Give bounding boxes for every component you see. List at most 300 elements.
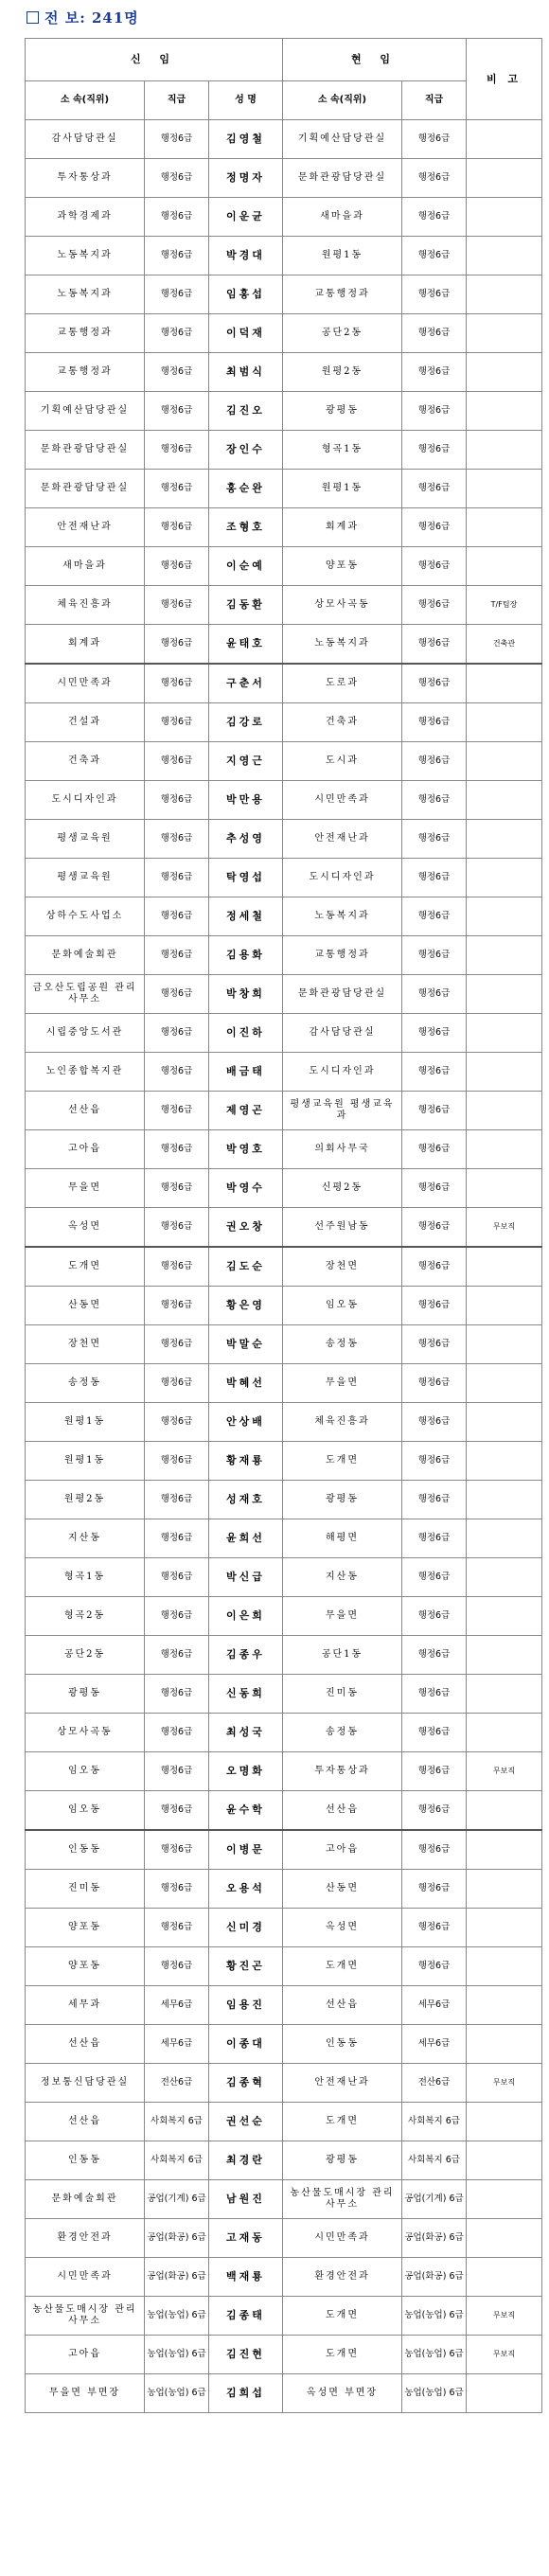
current-grade-cell: 행정6급: [402, 1830, 467, 1870]
new-grade-cell: 행정6급: [145, 1752, 209, 1791]
name-cell: 박말순: [209, 1325, 283, 1364]
name-cell: 탁영섭: [209, 859, 283, 897]
transfer-table: [25, 38, 542, 2413]
table-row: [26, 975, 542, 1014]
name-cell: 성재호: [209, 1481, 283, 1519]
current-grade-cell: 행정6급: [402, 1909, 467, 1947]
current-org-cell: 안전재난과: [283, 820, 402, 859]
current-grade-cell: 행정6급: [402, 314, 467, 353]
current-grade-cell: 행정6급: [402, 586, 467, 625]
current-org-cell: 광평동: [283, 392, 402, 431]
header-grade-new: 직급: [145, 81, 209, 120]
note-cell: [467, 975, 542, 1014]
header-current: 현 임: [283, 39, 467, 81]
name-cell: 박만용: [209, 781, 283, 820]
new-org-cell: 광평동: [26, 1675, 145, 1714]
name-cell: 정명자: [209, 159, 283, 198]
current-org-cell: 도개면: [283, 1947, 402, 1986]
name-cell: 김종혁: [209, 2064, 283, 2103]
table-row: [26, 392, 542, 431]
current-org-cell: 투자통상과: [283, 1752, 402, 1791]
new-grade-cell: 행정6급: [145, 1169, 209, 1208]
name-cell: 황재룡: [209, 1442, 283, 1481]
new-org-cell: 평생교육원: [26, 820, 145, 859]
note-cell: [467, 431, 542, 470]
current-org-cell: 선주원남동: [283, 1208, 402, 1248]
table-row: [26, 547, 542, 586]
current-grade-cell: 행정6급: [402, 1558, 467, 1597]
note-cell: [467, 159, 542, 198]
new-grade-cell: 행정6급: [145, 1403, 209, 1442]
new-org-cell: 원평1동: [26, 1442, 145, 1481]
current-grade-cell: 행정6급: [402, 198, 467, 237]
new-org-cell: 시립중앙도서관: [26, 1014, 145, 1053]
table-row: [26, 1636, 542, 1675]
name-cell: 신미경: [209, 1909, 283, 1947]
new-grade-cell: 세무6급: [145, 1986, 209, 2025]
current-grade-cell: 행정6급: [402, 936, 467, 975]
table-row: [26, 1325, 542, 1364]
name-cell: 안상배: [209, 1403, 283, 1442]
current-grade-cell: 세무6급: [402, 2025, 467, 2064]
note-cell: [467, 1909, 542, 1947]
new-org-cell: 평생교육원: [26, 859, 145, 897]
note-cell: T/F팀장: [467, 586, 542, 625]
current-org-cell: 기획예산담당관실: [283, 120, 402, 159]
current-grade-cell: 행정6급: [402, 353, 467, 392]
new-org-cell: 공단2동: [26, 1636, 145, 1675]
new-grade-cell: 행정6급: [145, 1247, 209, 1287]
new-grade-cell: 행정6급: [145, 392, 209, 431]
new-org-cell: 양포동: [26, 1947, 145, 1986]
new-grade-cell: 행정6급: [145, 547, 209, 586]
current-org-cell: 상모사곡동: [283, 586, 402, 625]
table-row: [26, 664, 542, 703]
current-org-cell: 도시디자인과: [283, 859, 402, 897]
new-grade-cell: 행정6급: [145, 664, 209, 703]
current-grade-cell: 행정6급: [402, 742, 467, 781]
table-row: [26, 897, 542, 936]
new-grade-cell: 공업(화공) 6급: [145, 2219, 209, 2258]
new-org-cell: 노동복지과: [26, 275, 145, 314]
table-row: [26, 1558, 542, 1597]
note-cell: [467, 1519, 542, 1558]
new-org-cell: 금오산도립공원 관리사무소: [26, 975, 145, 1014]
new-grade-cell: 행정6급: [145, 198, 209, 237]
header-note: 비 고: [467, 39, 542, 120]
new-grade-cell: 행정6급: [145, 897, 209, 936]
current-org-cell: 농산물도매시장 관리사무소: [283, 2180, 402, 2219]
current-grade-cell: 행정6급: [402, 1014, 467, 1053]
new-org-cell: 임오동: [26, 1791, 145, 1831]
name-cell: 오명화: [209, 1752, 283, 1791]
new-grade-cell: 행정6급: [145, 936, 209, 975]
name-cell: 홍순완: [209, 470, 283, 508]
name-cell: 백재룡: [209, 2258, 283, 2297]
current-org-cell: 도시디자인과: [283, 1053, 402, 1092]
note-cell: [467, 1247, 542, 1287]
name-cell: 이덕재: [209, 314, 283, 353]
note-cell: 무보직: [467, 2336, 542, 2374]
current-grade-cell: 농업(농업) 6급: [402, 2336, 467, 2374]
note-cell: [467, 2180, 542, 2219]
current-org-cell: 교통행정과: [283, 936, 402, 975]
note-cell: [467, 508, 542, 547]
table-row: [26, 1208, 542, 1248]
table-row: [26, 1675, 542, 1714]
note-cell: 건축관: [467, 625, 542, 665]
current-org-cell: 노동복지과: [283, 897, 402, 936]
table-row: [26, 1442, 542, 1481]
header-org-new: 소 속(직위): [26, 81, 145, 120]
current-grade-cell: 공업(화공) 6급: [402, 2258, 467, 2297]
current-grade-cell: 행정6급: [402, 159, 467, 198]
table-row: [26, 1519, 542, 1558]
current-grade-cell: 행정6급: [402, 1364, 467, 1403]
new-org-cell: 시민만족과: [26, 664, 145, 703]
current-org-cell: 안전재난과: [283, 2064, 402, 2103]
name-cell: 추성영: [209, 820, 283, 859]
current-org-cell: 시민만족과: [283, 2219, 402, 2258]
new-org-cell: 도시디자인과: [26, 781, 145, 820]
new-org-cell: 문화관광담당관실: [26, 470, 145, 508]
new-org-cell: 형곡2동: [26, 1597, 145, 1636]
name-cell: 이진하: [209, 1014, 283, 1053]
new-org-cell: 농산물도매시장 관리사무소: [26, 2297, 145, 2336]
note-cell: [467, 470, 542, 508]
note-cell: [467, 1791, 542, 1831]
checkbox-square-icon: [27, 11, 39, 24]
new-org-cell: 형곡1동: [26, 1558, 145, 1597]
current-org-cell: 양포동: [283, 547, 402, 586]
current-org-cell: 신평2동: [283, 1169, 402, 1208]
new-org-cell: 상모사곡동: [26, 1714, 145, 1752]
new-org-cell: 감사담당관실: [26, 120, 145, 159]
header-name: 성 명: [209, 81, 283, 120]
current-org-cell: 인동동: [283, 2025, 402, 2064]
new-org-cell: 선산읍: [26, 2025, 145, 2064]
current-grade-cell: 행정6급: [402, 703, 467, 742]
current-grade-cell: 행정6급: [402, 392, 467, 431]
new-org-cell: 시민만족과: [26, 2258, 145, 2297]
new-org-cell: 교통행정과: [26, 353, 145, 392]
new-grade-cell: 행정6급: [145, 1481, 209, 1519]
current-grade-cell: 행정6급: [402, 1752, 467, 1791]
table-row: [26, 1287, 542, 1325]
table-row: [26, 431, 542, 470]
name-cell: 오용석: [209, 1870, 283, 1909]
note-cell: [467, 198, 542, 237]
current-grade-cell: 행정6급: [402, 120, 467, 159]
current-org-cell: 교통행정과: [283, 275, 402, 314]
current-org-cell: 광평동: [283, 1481, 402, 1519]
current-grade-cell: 행정6급: [402, 1870, 467, 1909]
new-org-cell: 장천면: [26, 1325, 145, 1364]
new-grade-cell: 행정6급: [145, 859, 209, 897]
current-org-cell: 형곡1동: [283, 431, 402, 470]
note-cell: [467, 1053, 542, 1092]
table-row: [26, 1481, 542, 1519]
current-grade-cell: 행정6급: [402, 1325, 467, 1364]
current-org-cell: 노동복지과: [283, 625, 402, 665]
note-cell: [467, 1325, 542, 1364]
current-org-cell: 문화관광담당관실: [283, 159, 402, 198]
table-row: [26, 703, 542, 742]
note-cell: [467, 1870, 542, 1909]
new-grade-cell: 사회복지 6급: [145, 2141, 209, 2180]
note-cell: [467, 781, 542, 820]
current-org-cell: 문화관광담당관실: [283, 975, 402, 1014]
new-org-cell: 옥성면: [26, 1208, 145, 1248]
note-cell: [467, 1558, 542, 1597]
current-org-cell: 장천면: [283, 1247, 402, 1287]
new-org-cell: 정보통신담당관실: [26, 2064, 145, 2103]
header-org-current: 소 속(직위): [283, 81, 402, 120]
new-org-cell: 문화예술회관: [26, 936, 145, 975]
current-org-cell: 새마을과: [283, 198, 402, 237]
name-cell: 박신급: [209, 1558, 283, 1597]
new-org-cell: 노인종합복지관: [26, 1053, 145, 1092]
current-grade-cell: 행정6급: [402, 1287, 467, 1325]
new-grade-cell: 농업(농업) 6급: [145, 2297, 209, 2336]
note-cell: [467, 1986, 542, 2025]
current-grade-cell: 행정6급: [402, 1053, 467, 1092]
new-grade-cell: 행정6급: [145, 975, 209, 1014]
new-org-cell: 도개면: [26, 1247, 145, 1287]
note-cell: [467, 1014, 542, 1053]
table-row: [26, 1247, 542, 1287]
table-row: [26, 742, 542, 781]
new-grade-cell: 행정6급: [145, 781, 209, 820]
name-cell: 정세철: [209, 897, 283, 936]
new-org-cell: 원평1동: [26, 1403, 145, 1442]
current-org-cell: 평생교육원 평생교육과: [283, 1092, 402, 1130]
name-cell: 권오창: [209, 1208, 283, 1248]
name-cell: 김종태: [209, 2297, 283, 2336]
name-cell: 박혜선: [209, 1364, 283, 1403]
current-grade-cell: 행정6급: [402, 1519, 467, 1558]
name-cell: 이순예: [209, 547, 283, 586]
table-row: [26, 314, 542, 353]
table-row: [26, 1714, 542, 1752]
note-cell: [467, 1364, 542, 1403]
current-grade-cell: 행정6급: [402, 1714, 467, 1752]
current-org-cell: 도개면: [283, 2336, 402, 2374]
new-grade-cell: 행정6급: [145, 1909, 209, 1947]
current-grade-cell: 행정6급: [402, 897, 467, 936]
current-org-cell: 지산동: [283, 1558, 402, 1597]
new-grade-cell: 행정6급: [145, 1130, 209, 1169]
current-org-cell: 공단2동: [283, 314, 402, 353]
note-cell: [467, 2219, 542, 2258]
new-grade-cell: 행정6급: [145, 1870, 209, 1909]
new-org-cell: 무을면: [26, 1169, 145, 1208]
current-grade-cell: 사회복지 6급: [402, 2103, 467, 2141]
note-cell: [467, 314, 542, 353]
name-cell: 박창희: [209, 975, 283, 1014]
new-grade-cell: 행정6급: [145, 1364, 209, 1403]
name-cell: 임홍섭: [209, 275, 283, 314]
table-row: [26, 1130, 542, 1169]
new-grade-cell: 사회복지 6급: [145, 2103, 209, 2141]
name-cell: 김강로: [209, 703, 283, 742]
name-cell: 김종우: [209, 1636, 283, 1675]
table-row: [26, 1403, 542, 1442]
new-org-cell: 진미동: [26, 1870, 145, 1909]
current-grade-cell: 행정6급: [402, 547, 467, 586]
note-cell: [467, 1287, 542, 1325]
new-grade-cell: 행정6급: [145, 586, 209, 625]
name-cell: 권선순: [209, 2103, 283, 2141]
table-row: [26, 2103, 542, 2141]
new-grade-cell: 행정6급: [145, 1947, 209, 1986]
note-cell: [467, 1947, 542, 1986]
new-org-cell: 인동동: [26, 2141, 145, 2180]
current-org-cell: 임오동: [283, 1287, 402, 1325]
name-cell: 배금태: [209, 1053, 283, 1092]
name-cell: 신동희: [209, 1675, 283, 1714]
name-cell: 제영곤: [209, 1092, 283, 1130]
new-grade-cell: 행정6급: [145, 1597, 209, 1636]
current-grade-cell: 행정6급: [402, 1597, 467, 1636]
current-grade-cell: 세무6급: [402, 1986, 467, 2025]
current-grade-cell: 행정6급: [402, 975, 467, 1014]
new-grade-cell: 행정6급: [145, 1519, 209, 1558]
table-row: [26, 859, 542, 897]
table-row: [26, 781, 542, 820]
table-row: [26, 508, 542, 547]
name-cell: 최성국: [209, 1714, 283, 1752]
note-cell: [467, 237, 542, 275]
current-org-cell: 도시과: [283, 742, 402, 781]
note-cell: 무보직: [467, 1208, 542, 1248]
new-org-cell: 무을면 부면장: [26, 2374, 145, 2413]
current-grade-cell: 행정6급: [402, 1403, 467, 1442]
note-cell: [467, 1403, 542, 1442]
current-grade-cell: 행정6급: [402, 1247, 467, 1287]
table-row: [26, 2297, 542, 2336]
current-grade-cell: 행정6급: [402, 1791, 467, 1831]
current-grade-cell: 행정6급: [402, 431, 467, 470]
current-grade-cell: 사회복지 6급: [402, 2141, 467, 2180]
note-cell: [467, 275, 542, 314]
note-cell: [467, 1636, 542, 1675]
table-row: [26, 198, 542, 237]
name-cell: 윤희선: [209, 1519, 283, 1558]
new-grade-cell: 행정6급: [145, 1714, 209, 1752]
new-org-cell: 안전재난과: [26, 508, 145, 547]
name-cell: 김도순: [209, 1247, 283, 1287]
new-org-cell: 인동동: [26, 1830, 145, 1870]
name-cell: 김희섭: [209, 2374, 283, 2413]
current-grade-cell: 행정6급: [402, 1208, 467, 1248]
name-cell: 최경란: [209, 2141, 283, 2180]
current-org-cell: 원평1동: [283, 470, 402, 508]
note-cell: [467, 120, 542, 159]
name-cell: 김진현: [209, 2336, 283, 2374]
new-grade-cell: 행정6급: [145, 1014, 209, 1053]
current-org-cell: 해평면: [283, 1519, 402, 1558]
current-grade-cell: 전산6급: [402, 2064, 467, 2103]
current-org-cell: 진미동: [283, 1675, 402, 1714]
current-org-cell: 무을면: [283, 1597, 402, 1636]
new-org-cell: 노동복지과: [26, 237, 145, 275]
new-org-cell: 산동면: [26, 1287, 145, 1325]
table-row: [26, 586, 542, 625]
current-grade-cell: 행정6급: [402, 664, 467, 703]
current-org-cell: 옥성면: [283, 1909, 402, 1947]
note-cell: [467, 1130, 542, 1169]
current-grade-cell: 행정6급: [402, 1675, 467, 1714]
table-row: [26, 2180, 542, 2219]
new-grade-cell: 행정6급: [145, 237, 209, 275]
table-row: [26, 1014, 542, 1053]
name-cell: 이병문: [209, 1830, 283, 1870]
new-grade-cell: 농업(농업) 6급: [145, 2374, 209, 2413]
note-cell: [467, 1092, 542, 1130]
current-grade-cell: 행정6급: [402, 859, 467, 897]
name-cell: 황은영: [209, 1287, 283, 1325]
new-grade-cell: 행정6급: [145, 1325, 209, 1364]
name-cell: 장인수: [209, 431, 283, 470]
name-cell: 윤태호: [209, 625, 283, 665]
current-grade-cell: 행정6급: [402, 1092, 467, 1130]
current-org-cell: 시민만족과: [283, 781, 402, 820]
new-org-cell: 회계과: [26, 625, 145, 665]
current-org-cell: 송정동: [283, 1325, 402, 1364]
new-grade-cell: 행정6급: [145, 120, 209, 159]
table-row: [26, 2141, 542, 2180]
new-org-cell: 송정동: [26, 1364, 145, 1403]
table-row: [26, 1791, 542, 1831]
new-org-cell: 양포동: [26, 1909, 145, 1947]
table-row: [26, 1169, 542, 1208]
table-row: [26, 1752, 542, 1791]
note-cell: [467, 2258, 542, 2297]
new-org-cell: 고아읍: [26, 1130, 145, 1169]
new-org-cell: 건축과: [26, 742, 145, 781]
current-grade-cell: 행정6급: [402, 820, 467, 859]
name-cell: 김영철: [209, 120, 283, 159]
table-row: [26, 1597, 542, 1636]
new-grade-cell: 행정6급: [145, 275, 209, 314]
header-grade-current: 직급: [402, 81, 467, 120]
note-cell: 무보직: [467, 2297, 542, 2336]
current-grade-cell: 행정6급: [402, 781, 467, 820]
current-grade-cell: 행정6급: [402, 1130, 467, 1169]
new-org-cell: 상하수도사업소: [26, 897, 145, 936]
current-org-cell: 도개면: [283, 2103, 402, 2141]
new-org-cell: 임오동: [26, 1752, 145, 1791]
note-cell: [467, 742, 542, 781]
current-grade-cell: 행정6급: [402, 625, 467, 665]
header-new: 신 임: [26, 39, 283, 81]
current-org-cell: 건축과: [283, 703, 402, 742]
table-row: [26, 353, 542, 392]
current-org-cell: 무을면: [283, 1364, 402, 1403]
table-row: [26, 1830, 542, 1870]
page-title: [27, 8, 139, 27]
current-org-cell: 원평2동: [283, 353, 402, 392]
note-cell: [467, 2141, 542, 2180]
table-row: [26, 120, 542, 159]
current-org-cell: 회계과: [283, 508, 402, 547]
new-grade-cell: 행정6급: [145, 508, 209, 547]
current-org-cell: 광평동: [283, 2141, 402, 2180]
new-grade-cell: 행정6급: [145, 742, 209, 781]
new-grade-cell: 행정6급: [145, 470, 209, 508]
table-row: [26, 237, 542, 275]
